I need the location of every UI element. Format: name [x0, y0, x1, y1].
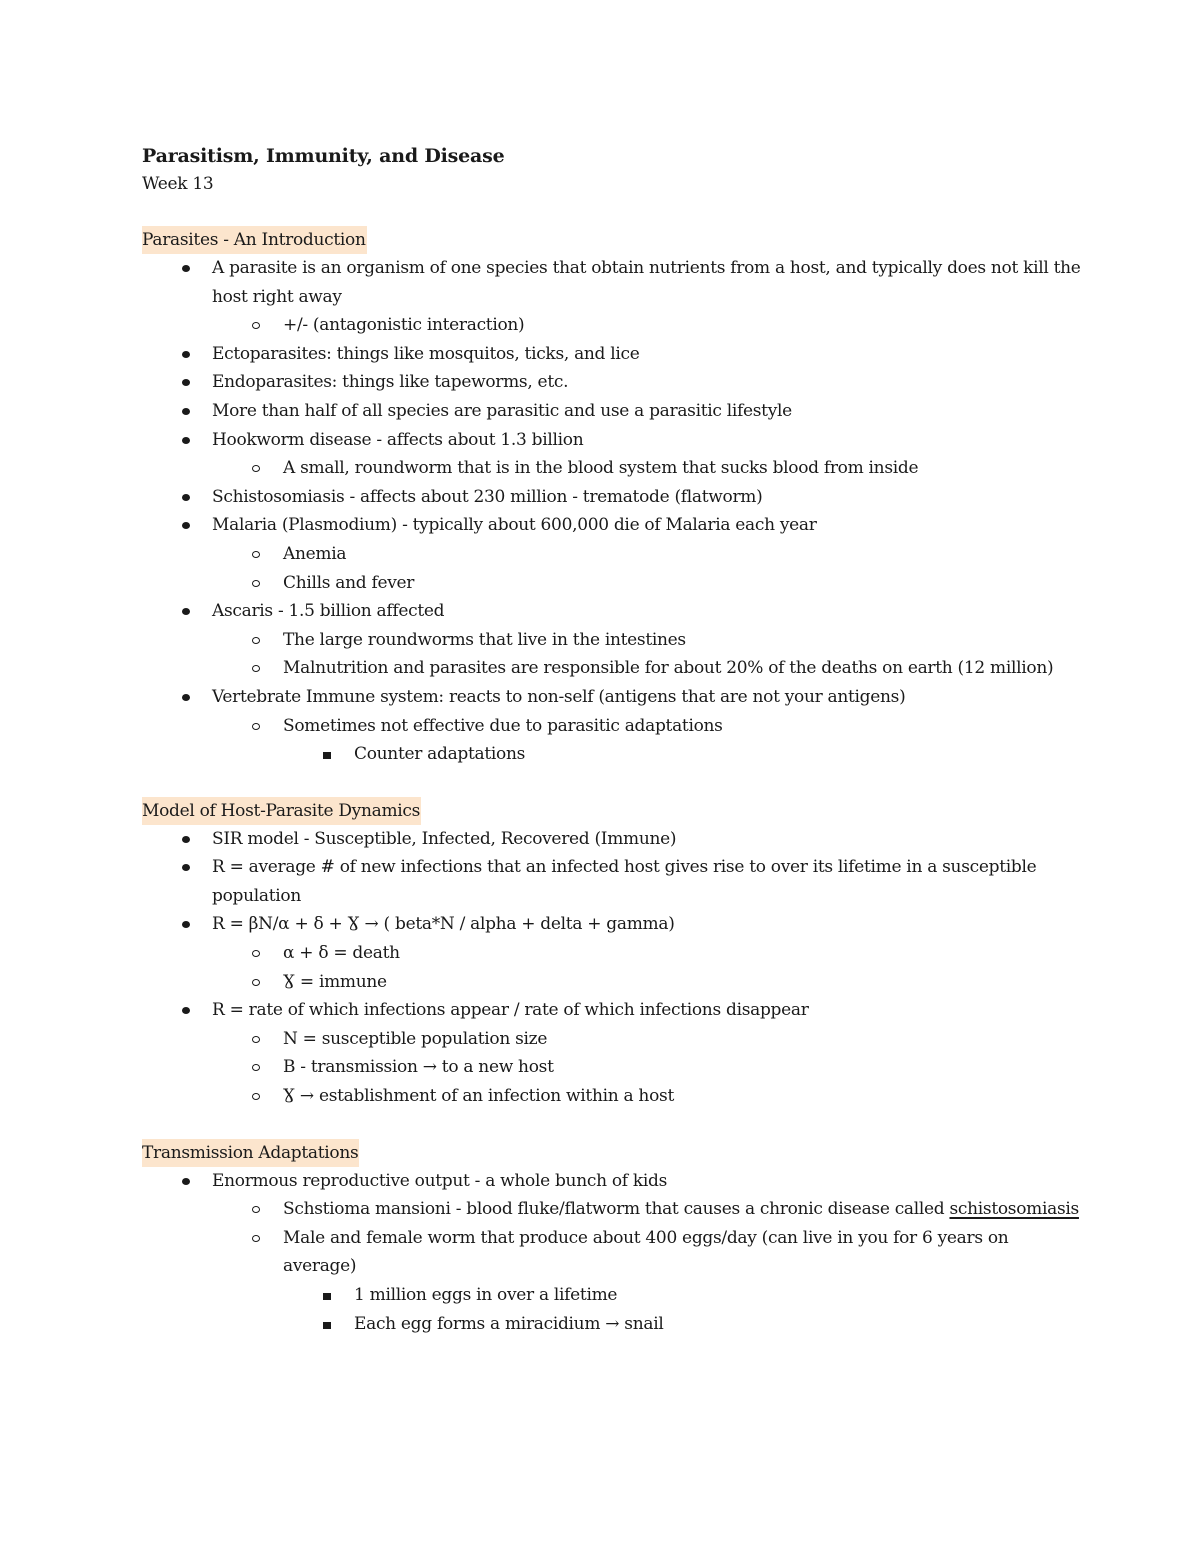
list-item [354, 1310, 1082, 1339]
list-item-text: Ɣ → establishment of an infection within a host [283, 1086, 674, 1107]
list-item-text: Endoparasites: things like tapeworms, etc. [212, 372, 569, 393]
section-heading: Transmission Adaptations [142, 1139, 359, 1167]
list-item-text: R = rate of which infections appear / rate of which infections disappear [212, 1000, 809, 1021]
list-item-text: Anemia [283, 543, 347, 564]
section-heading: Model of Host-Parasite Dynamics [142, 797, 421, 825]
formula-text: α + δ = death [283, 943, 400, 964]
sub-list [212, 311, 1082, 340]
bullet-list [142, 825, 1082, 1111]
bullet-list [142, 254, 1082, 769]
list-item [212, 853, 1082, 910]
document-page [142, 142, 1082, 1366]
list-item-text: 1 million eggs in over a lifetime [354, 1285, 618, 1305]
list-item [212, 426, 1082, 483]
sub-list [212, 939, 1082, 996]
list-item [212, 254, 1082, 340]
document-title: Parasitism, Immunity, and Disease [142, 145, 505, 167]
list-item [283, 311, 1082, 340]
list-item [283, 569, 1082, 598]
bullet-list [142, 1167, 1082, 1339]
list-item-text: B - transmission → to a new host [283, 1057, 554, 1078]
list-item-text: N = susceptible population size [283, 1028, 548, 1049]
sub-list [212, 540, 1082, 597]
list-item [283, 540, 1082, 569]
list-item [283, 626, 1082, 655]
list-item [283, 712, 1082, 769]
list-item [212, 1167, 1082, 1339]
list-item-text: R = average # of new infections that an infected host gives rise to over its lifetime in a susceptible population [212, 857, 1037, 906]
formula-text: R = βN/α + δ + Ɣ → ( beta*N / alpha + delta + gamma) [212, 914, 675, 935]
list-item [283, 1053, 1082, 1082]
sub-list [212, 1025, 1082, 1111]
list-item-text: Vertebrate Immune system: reacts to non-self (antigens that are not your antigens) [212, 686, 906, 707]
list-item-text: Male and female worm that produce about 400 eggs/day (can live in you for 6 years on average) [283, 1227, 1009, 1277]
sub-list [212, 712, 1082, 769]
sub-sub-list [283, 740, 1082, 769]
list-item [283, 1195, 1082, 1224]
section-transmission-adaptations [142, 1139, 1082, 1339]
list-item [283, 1082, 1082, 1111]
list-item [283, 1025, 1082, 1054]
list-item [283, 1224, 1082, 1338]
list-item [212, 368, 1082, 397]
underlined-term: schistosomiasis [949, 1199, 1079, 1220]
list-item-text: Sometimes not effective due to parasitic adaptations [283, 715, 723, 736]
list-item [283, 939, 1082, 968]
list-item-text: Schstioma mansioni - blood fluke/flatworm that causes a chronic disease called [283, 1199, 950, 1220]
list-item [283, 654, 1082, 683]
list-item [212, 597, 1082, 683]
list-item-text: Malnutrition and parasites are responsible for about 20% of the deaths on earth (12 million) [283, 658, 1054, 679]
sub-list [212, 626, 1082, 683]
list-item-text: Ectoparasites: things like mosquitos, ticks, and lice [212, 343, 640, 364]
list-item-text: Each egg forms a miracidium → snail [354, 1313, 664, 1334]
list-item-text: +/- (antagonistic interaction) [283, 315, 525, 336]
list-item-text: Chills and fever [283, 572, 415, 593]
list-item-text: Schistosomiasis - affects about 230 million - trematode (flatworm) [212, 486, 763, 507]
list-item-text: SIR model - Susceptible, Infected, Recovered (Immune) [212, 828, 677, 849]
list-item [212, 910, 1082, 996]
section-host-parasite-dynamics [142, 797, 1082, 1111]
sub-list [212, 1195, 1082, 1338]
sub-list [212, 454, 1082, 483]
list-item [212, 511, 1082, 597]
list-item-text: Hookworm disease - affects about 1.3 billion [212, 429, 584, 450]
document-subtitle: Week 13 [142, 174, 214, 194]
list-item [354, 1281, 1082, 1310]
list-item-text: A small, roundworm that is in the blood system that sucks blood from inside [283, 458, 919, 479]
section-parasites-intro [142, 226, 1082, 769]
formula-text: Ɣ = immune [283, 971, 387, 992]
list-item [354, 740, 1082, 769]
list-item [212, 683, 1082, 769]
section-heading: Parasites - An Introduction [142, 226, 367, 254]
sub-sub-list [283, 1281, 1082, 1338]
list-item-text: The large roundworms that live in the intestines [283, 629, 686, 650]
list-item-text: Counter adaptations [354, 744, 526, 765]
list-item [283, 968, 1082, 997]
list-item [212, 825, 1082, 854]
list-item-text: Malaria (Plasmodium) - typically about 600,000 die of Malaria each year [212, 515, 817, 536]
list-item-text: A parasite is an organism of one species that obtain nutrients from a host, and typically does not kill the host right away [212, 258, 1081, 307]
list-item [212, 340, 1082, 369]
list-item [212, 483, 1082, 512]
list-item [212, 996, 1082, 1110]
list-item-text: More than half of all species are parasitic and use a parasitic lifestyle [212, 400, 792, 421]
list-item-text: Enormous reproductive output - a whole bunch of kids [212, 1170, 668, 1191]
list-item-text: Ascaris - 1.5 billion affected [212, 601, 445, 622]
list-item [283, 454, 1082, 483]
list-item [212, 397, 1082, 426]
